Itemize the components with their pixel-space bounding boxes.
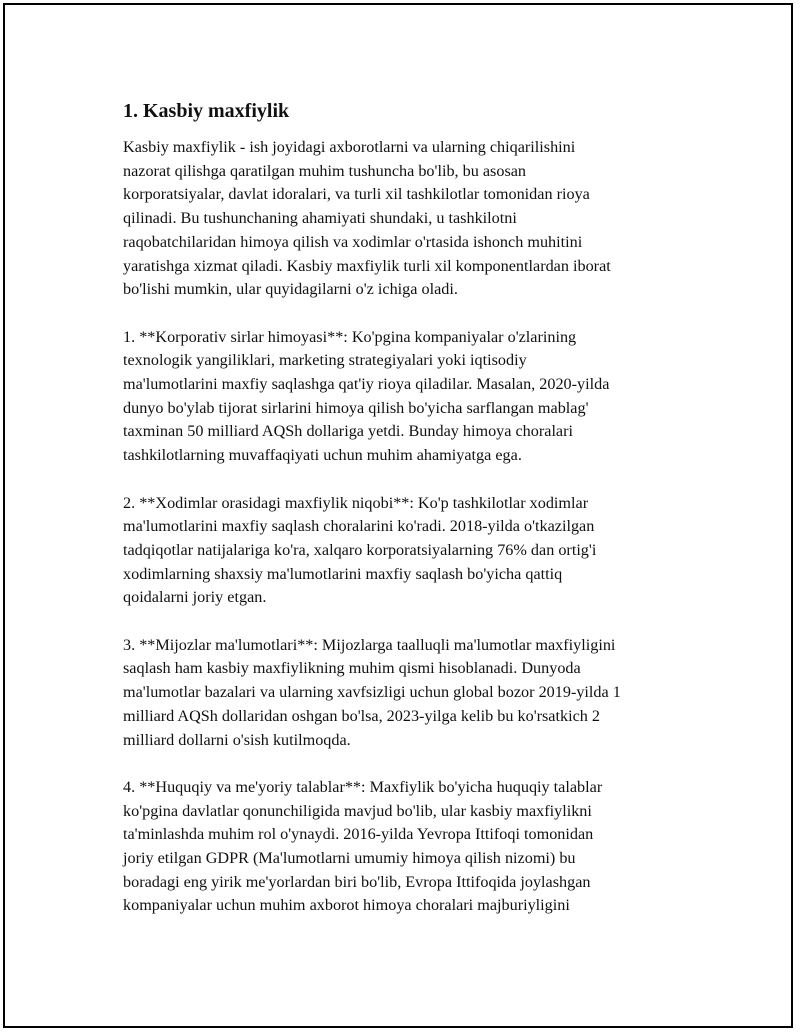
section-heading: 1. Kasbiy maxfiylik <box>123 100 290 122</box>
paragraph-corporate-secrets: 1. **Korporativ sirlar himoyasi**: Ko'pgina kompaniyalar o'zlarining texnologik yangiliklari, marketing strategiyalari yoki iqtisodiy ma'lumotlarini maxfiy saqlashga qat'iy rioya qiladilar. Masalan, 2020-yilda dunyo bo'ylab tijorat sirlarini himoya qilish bo'yicha sarflangan mablag' taxminan 50 milliard AQSh dollariga yetdi. Bunday himoya choralari tashkilotlarning muvaffaqiyati uchun muhim ahamiyatga ega. <box>123 327 610 465</box>
document-body <box>123 98 695 942</box>
intro-paragraph: Kasbiy maxfiylik - ish joyidagi axborotlarni va ularning chiqarilishini nazorat qilishga qaratilgan muhim tushuncha bo'lib, bu asosan korporatsiyalar, davlat idoralari, va turli xil tashkilotlar tomonidan rioya qilinadi. Bu tushunchaning ahamiyati shundaki, u tashkilotni raqobatchilaridan himoya qilish va xodimlar o'rtasida ishonch muhitini yaratishga xizmat qiladi. Kasbiy maxfiylik turli xil komponentlardan iborat bo'lishi mumkin, ular quyidagilarni o'z ichiga oladi. <box>123 138 611 299</box>
paragraph-employee-confidentiality: 2. **Xodimlar orasidagi maxfiylik niqobi**: Ko'p tashkilotlar xodimlar ma'lumotlarini maxfiy saqlash choralarini ko'radi. 2018-yilda o'tkazilgan tadqiqotlar natijalariga ko'ra, xalqaro korporatsiyalarning 76% dan ortig'i xodimlarning shaxsiy ma'lumotlarini maxfiy saqlash bo'yicha qattiq qoidalarni joriy etgan. <box>123 493 597 607</box>
paragraph-legal-requirements: 4. **Huquqiy va me'yoriy talablar**: Maxfiylik bo'yicha huquqiy talablar ko'pgina davlatlar qonunchiligida mavjud bo'lib, ular kasbiy maxfiylikni ta'minlashda muhim rol o'ynaydi. 2016-yilda Yevropa Ittifoqi tomonidan joriy etilgan GDPR (Ma'lumotlarni umumiy himoya qilish nizomi) bu boradagi eng yirik me'yorlardan biri bo'lib, Evropa Ittifoqida joylashgan kompaniyalar uchun muhim axborot himoya choralari majburiyligini <box>123 777 603 915</box>
paragraph-client-data: 3. **Mijozlar ma'lumotlari**: Mijozlarga taalluqli ma'lumotlar maxfiyligini saqlash ham kasbiy maxfiylikning muhim qismi hisoblanadi. Dunyoda ma'lumotlar bazalari va ularning xavfsizligi uchun global bozor 2019-yilda 1 milliard AQSh dollaridan oshgan bo'lsa, 2023-yilga kelib bu ko'rsatkich 2 milliard dollarni o'sish kutilmoqda. <box>123 635 621 749</box>
page-frame <box>3 3 793 1028</box>
